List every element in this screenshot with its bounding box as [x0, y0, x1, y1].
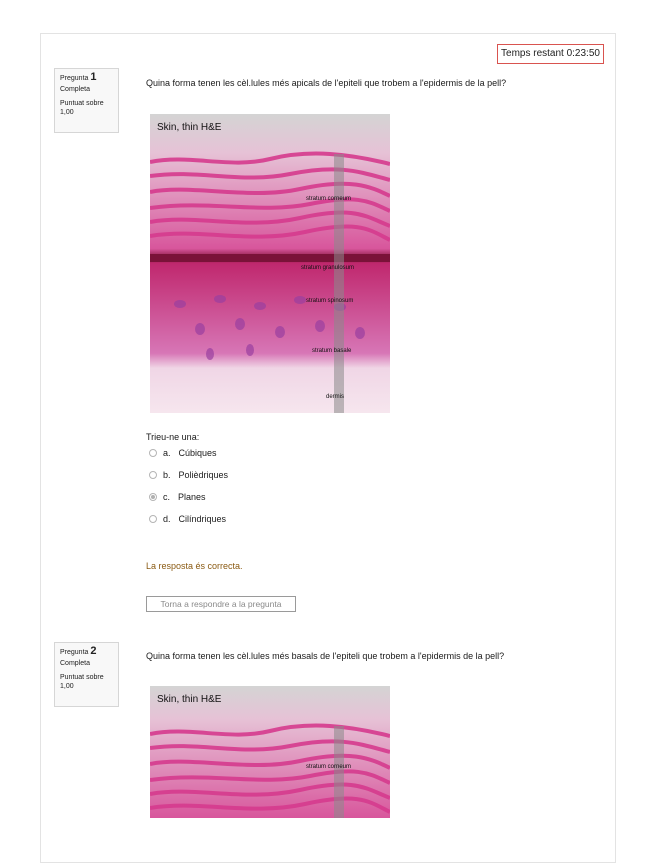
stratum-spinosum-label: stratum spinosum	[306, 298, 354, 304]
micrograph-image-2	[150, 686, 390, 818]
question-state: Completa	[60, 86, 90, 93]
question-info-1	[54, 68, 119, 133]
redo-question-button[interactable]: Torna a respondre a la pregunta	[146, 596, 296, 612]
radio-button[interactable]	[149, 515, 157, 523]
question-grade: Puntuat sobre 1,00	[60, 100, 104, 116]
radio-button[interactable]	[149, 449, 157, 457]
radio-button-selected[interactable]	[149, 493, 157, 501]
feedback-text: La resposta és correcta.	[146, 561, 243, 571]
dermis-label: dermis	[326, 394, 345, 400]
answer-text: Polièdriques	[178, 470, 229, 480]
answer-letter: b.	[163, 470, 171, 480]
answer-prompt: Trieu-ne una:	[146, 432, 200, 442]
question-number-label: Pregunta	[60, 649, 89, 656]
question-text-2: Quina forma tenen les cèl.lules més basals de l'epiteli que trobem a l'epidermis de la pell?	[146, 651, 505, 661]
stratum-corneum-label: stratum corneum	[306, 764, 352, 770]
question-grade: Puntuat sobre 1,00	[60, 674, 104, 690]
question-number: 1	[90, 71, 97, 83]
question-number-label: Pregunta	[60, 75, 89, 82]
answer-letter: d.	[163, 514, 171, 524]
radio-button[interactable]	[149, 471, 157, 479]
question-text-1: Quina forma tenen les cèl.lules més apicals de l'epiteli que trobem a l'epidermis de la pell?	[146, 78, 507, 88]
answer-letter: c.	[163, 492, 171, 502]
answer-option-d[interactable]	[149, 514, 226, 524]
micrograph-title: Skin, thin H&E	[157, 694, 222, 705]
micrograph-title: Skin, thin H&E	[157, 122, 222, 133]
answer-option-b[interactable]	[149, 470, 228, 480]
micrograph-image-1	[150, 114, 390, 413]
question-info-2	[54, 642, 119, 707]
answer-text: Planes	[178, 492, 206, 502]
question-state: Completa	[60, 660, 90, 667]
question-number: 2	[90, 645, 97, 657]
answer-text: Cilíndriques	[178, 514, 227, 524]
answer-text: Cúbiques	[178, 448, 217, 458]
time-remaining: Temps restant 0:23:50	[497, 44, 604, 64]
answer-letter: a.	[163, 448, 171, 458]
stratum-granulosum-label: stratum granulosum	[301, 265, 355, 271]
stratum-corneum-label: stratum corneum	[306, 196, 352, 202]
answer-option-a[interactable]	[149, 448, 217, 458]
answer-option-c[interactable]	[149, 492, 206, 502]
stratum-basale-label: stratum basale	[312, 348, 352, 354]
